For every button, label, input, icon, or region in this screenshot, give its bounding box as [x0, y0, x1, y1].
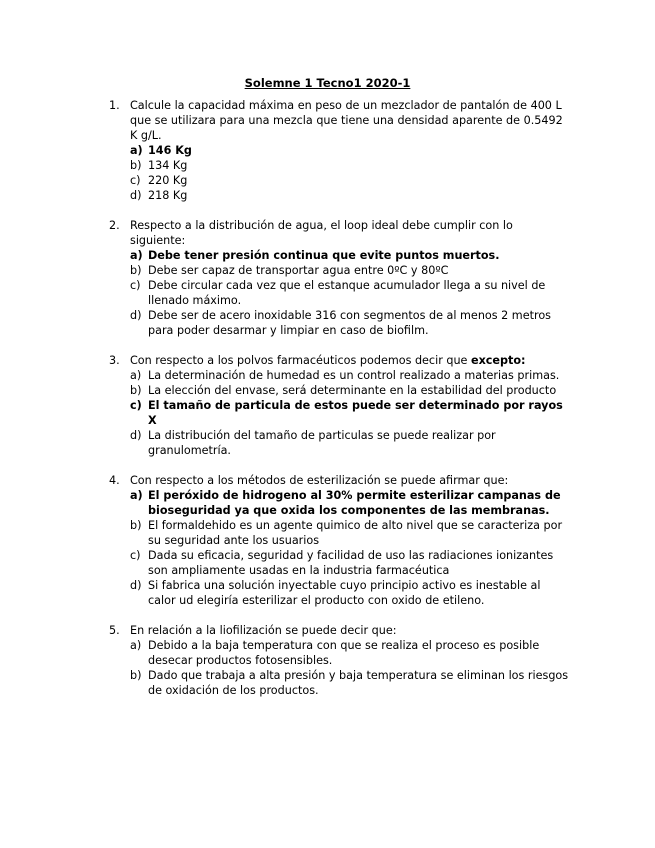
question-text-main: Con respecto a los polvos farmacéuticos podemos decir que [130, 354, 471, 367]
option-letter: d) [130, 579, 142, 592]
question-number: 1. [109, 99, 120, 112]
option-text: La determinación de humedad es un control realizado a materias primas. [148, 369, 560, 382]
question-5 [109, 623, 569, 698]
question-text [130, 353, 569, 368]
question-3 [109, 353, 569, 458]
option-text: Debe circular cada vez que el estanque acumulador llega a su nivel de llenado máximo. [148, 279, 546, 307]
question-text: Respecto a la distribución de agua, el loop ideal debe cumplir con lo siguiente: [130, 219, 513, 247]
option-b [130, 158, 569, 173]
question-list [109, 98, 569, 713]
option-c [130, 173, 569, 188]
option-text: Dada su eficacia, seguridad y facilidad de uso las radiaciones ionizantes son ampliamente usadas en la industria farmacéutica [148, 549, 554, 577]
option-letter: a) [130, 249, 143, 262]
option-list [130, 638, 569, 698]
option-letter: a) [130, 144, 143, 157]
option-letter: c) [130, 174, 141, 187]
option-letter: b) [130, 159, 142, 172]
question-text-emphasis: excepto: [470, 354, 526, 367]
option-b [130, 263, 569, 278]
option-text: Debe ser capaz de transportar agua entre 0ºC y 80ºC [148, 264, 449, 277]
option-letter: a) [130, 369, 142, 382]
option-letter: a) [130, 639, 142, 652]
option-text: Dado que trabaja a alta presión y baja temperatura se eliminan los riesgos de oxidación de los productos. [148, 669, 569, 697]
option-text: Debido a la baja temperatura con que se realiza el proceso es posible desecar productos fotosensibles. [148, 639, 540, 667]
question-1 [109, 98, 569, 203]
option-letter: b) [130, 519, 142, 532]
option-text: Debe tener presión continua que evite puntos muertos. [148, 249, 500, 262]
option-d [130, 428, 569, 458]
option-letter: b) [130, 669, 142, 682]
option-a [130, 143, 569, 158]
option-letter: b) [130, 384, 142, 397]
option-b [130, 518, 569, 548]
option-text: 146 Kg [148, 144, 192, 157]
option-a [130, 368, 569, 383]
document-title: Solemne 1 Tecno1 2020-1 [244, 76, 411, 90]
option-a [130, 638, 569, 668]
option-d [130, 578, 569, 608]
question-text: Con respecto a los métodos de esterilización se puede afirmar que: [130, 474, 509, 487]
option-text: Si fabrica una solución inyectable cuyo principio activo es inestable al calor ud elegiría esterilizar el producto con oxido de etileno. [148, 579, 541, 607]
question-2 [109, 218, 569, 338]
option-text: Debe ser de acero inoxidable 316 con segmentos de al menos 2 metros para poder desarmar y limpiar en caso de biofilm. [148, 309, 552, 337]
option-a [130, 248, 569, 263]
option-list [130, 488, 569, 608]
option-text: 220 Kg [148, 174, 188, 187]
option-letter: c) [130, 399, 142, 412]
question-text: Calcule la capacidad máxima en peso de un mezclador de pantalón de 400 L que se utilizara para una mezcla que tiene una densidad aparente de 0.5492 K g/L. [130, 99, 563, 142]
option-d [130, 188, 569, 203]
question-number: 4. [109, 474, 120, 487]
option-letter: c) [130, 549, 141, 562]
question-number: 5. [109, 624, 120, 637]
option-letter: d) [130, 429, 142, 442]
option-list [130, 143, 569, 203]
option-letter: d) [130, 189, 142, 202]
option-letter: a) [130, 489, 143, 502]
option-text: El peróxido de hidrogeno al 30% permite esterilizar campanas de bioseguridad ya que oxida los componentes de las membranas. [148, 489, 561, 517]
option-b [130, 383, 569, 398]
option-b [130, 668, 569, 698]
option-letter: d) [130, 309, 142, 322]
option-list [130, 368, 569, 458]
option-a [130, 488, 569, 518]
option-c [130, 548, 569, 578]
question-text: En relación a la liofilización se puede decir que: [130, 624, 397, 637]
option-list [130, 248, 569, 338]
option-text: La distribución del tamaño de particulas se puede realizar por granulometría. [148, 429, 496, 457]
option-c [130, 278, 569, 308]
question-number: 2. [109, 219, 120, 232]
option-text: El formaldehido es un agente quimico de alto nivel que se caracteriza por su seguridad ante los usuarios [148, 519, 563, 547]
question-number: 3. [109, 354, 120, 367]
option-text: 218 Kg [148, 189, 188, 202]
option-c [130, 398, 569, 428]
option-letter: b) [130, 264, 142, 277]
option-text: 134 Kg [148, 159, 188, 172]
option-text: El tamaño de particula de estos puede ser determinado por rayos X [148, 399, 563, 427]
option-d [130, 308, 569, 338]
option-text: La elección del envase, será determinante en la estabilidad del producto [148, 384, 557, 397]
question-4 [109, 473, 569, 608]
option-letter: c) [130, 279, 141, 292]
